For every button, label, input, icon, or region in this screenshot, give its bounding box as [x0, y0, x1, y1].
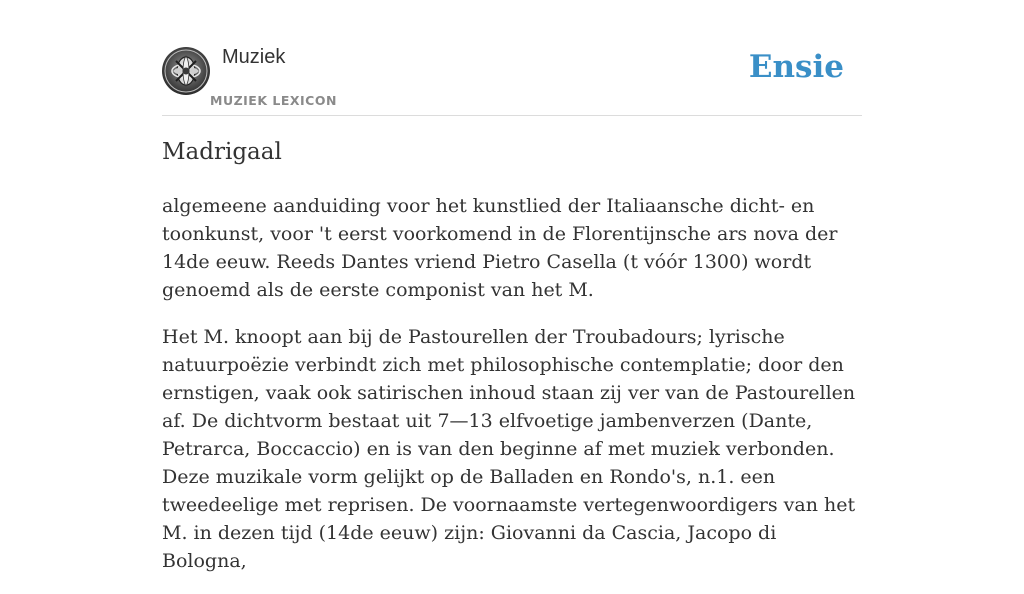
ornamental-emblem-icon [162, 47, 210, 95]
source-avatar[interactable] [162, 47, 210, 95]
article-paragraph: Het M. knoopt aan bij de Pastourellen der Troubadours; lyrische natuurpoëzie verbindt zich met philosophische contemplatie; door den ernstigen, vaak ook satirischen inhoud staan zij ver van de Pastourellen af. De dichtvorm bestaat uit 7—13 elfvoetige jambenverzen (Dante, Petrarca, Boccaccio) en is van den beginne af met muziek verbonden. Deze muzikale vorm gelijkt op de Balladen en Rondo's, n.1. een tweedeelige met reprisen. De voornaamste vertegenwoordigers van het M. in dezen tijd (14de eeuw) zijn: Giovanni da Cascia, Jacopo di Bologna, [162, 326, 856, 572]
article-body [162, 192, 862, 594]
article-paragraph: algemeene aanduiding voor het kunstlied der Italiaansche dicht- en toonkunst, voor 't eerst voorkomend in de Florentijnsche ars nova der 14de eeuw. Reeds Dantes vriend Pietro Casella (t vóór 1300) wordt genoemd als de eerste componist van het M. [162, 195, 838, 301]
ensie-logo[interactable]: Ensie [748, 49, 844, 85]
source-header [162, 40, 862, 116]
article-title: Madrigaal [162, 139, 282, 165]
source-title[interactable]: Muziek [222, 46, 286, 68]
source-subtitle[interactable]: MUZIEK LEXICON [210, 93, 337, 108]
